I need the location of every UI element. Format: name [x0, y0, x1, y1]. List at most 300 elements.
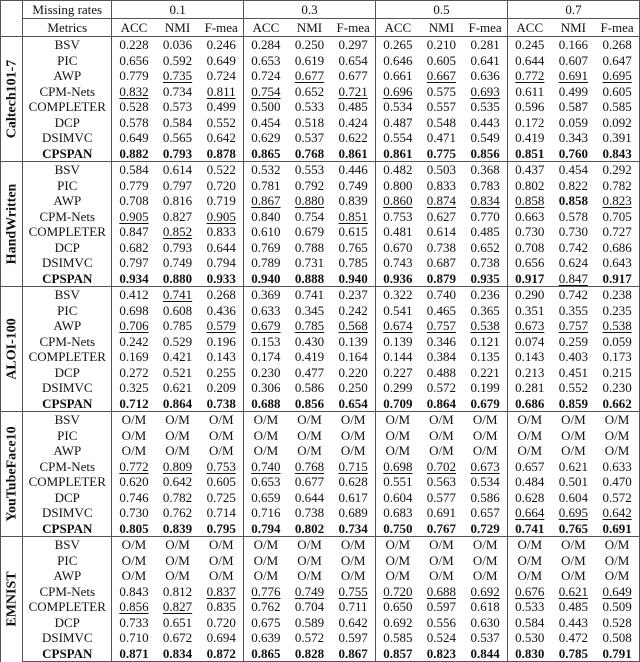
metric-cell [507, 162, 551, 178]
metric-value: 0.768 [294, 145, 325, 161]
metric-cell [156, 84, 200, 100]
metric-cell [420, 443, 464, 459]
metric-cell [156, 459, 200, 475]
metric-nmi: NMI [552, 19, 596, 37]
metric-cell [199, 318, 243, 334]
metric-cell [244, 193, 288, 209]
metric-cell [156, 115, 200, 131]
table-row [1, 349, 640, 365]
metric-value: 0.636 [470, 68, 500, 84]
metric-value: 0.365 [470, 302, 500, 318]
metric-value: O/M [561, 568, 586, 584]
metric-value: 0.584 [162, 114, 193, 130]
metric-value: 0.586 [294, 380, 325, 396]
metric-value: 0.710 [119, 630, 149, 646]
metric-value: 0.940 [338, 270, 368, 286]
method-name: PIC [23, 303, 112, 319]
metric-cell [156, 474, 200, 490]
metric-value: 0.934 [119, 270, 149, 286]
dataset-label [1, 537, 23, 662]
metric-value: 0.727 [602, 224, 632, 240]
header-row-rates [1, 1, 640, 19]
metric-value: 0.730 [558, 224, 588, 240]
metric-cell [552, 459, 596, 475]
metric-value: O/M [121, 537, 147, 553]
metric-cell [463, 505, 507, 521]
metric-value: 0.738 [426, 239, 457, 255]
metric-value: O/M [208, 427, 234, 443]
metric-cell [552, 505, 596, 521]
results-body [1, 37, 640, 662]
metric-value: O/M [208, 537, 234, 553]
metric-value: 0.702 [426, 458, 457, 474]
metric-value: 0.734 [338, 520, 368, 536]
metric-cell [376, 584, 420, 600]
metric-cell [376, 568, 420, 584]
method-name: AWP [23, 318, 112, 334]
metric-value: 0.521 [162, 364, 193, 380]
metric-cell [244, 99, 288, 115]
metric-cell [463, 334, 507, 350]
metric-value: 0.823 [426, 645, 457, 661]
metric-value: 0.802 [294, 520, 325, 536]
metric-value: 0.228 [119, 37, 149, 53]
metric-value: O/M [429, 552, 454, 568]
metric-cell [420, 396, 464, 412]
metric-value: 0.484 [515, 474, 545, 490]
metric-cell [507, 303, 551, 319]
metric-cell [288, 428, 332, 444]
metric-value: 0.650 [383, 599, 413, 615]
metric-cell [463, 412, 507, 428]
metric-cell [331, 505, 375, 521]
metric-cell [199, 412, 243, 428]
metric-cell [552, 318, 596, 334]
metric-cell [156, 37, 200, 53]
metric-value: 0.552 [206, 114, 236, 130]
metric-cell [156, 271, 200, 287]
metric-value: 0.644 [206, 239, 236, 255]
metric-cell [244, 37, 288, 53]
metric-value: 0.677 [338, 68, 368, 84]
metric-value: 0.549 [470, 130, 500, 146]
metric-value: 0.749 [294, 583, 325, 599]
metric-cell [288, 474, 332, 490]
rate-header-1: 0.3 [244, 1, 376, 19]
metric-value: 0.661 [383, 68, 413, 84]
metric-value: 0.391 [602, 130, 632, 146]
metric-value: 0.297 [338, 37, 368, 53]
metric-value: 0.470 [602, 474, 632, 490]
metric-value: 0.533 [515, 599, 545, 615]
method-name: BSV [23, 412, 112, 428]
metric-value: 0.577 [426, 489, 457, 505]
metric-value: 0.673 [515, 318, 545, 334]
metric-cell [552, 599, 596, 615]
metric-value: O/M [340, 443, 366, 459]
metric-cell [507, 209, 551, 225]
metric-value: 0.281 [515, 380, 545, 396]
metric-value: 0.143 [206, 349, 236, 365]
metric-cell [112, 318, 156, 334]
metric-cell [376, 255, 420, 271]
metric-cell [331, 646, 375, 662]
metric-value: 0.403 [558, 349, 588, 365]
metric-value: 0.769 [251, 239, 281, 255]
metric-cell [112, 584, 156, 600]
metric-value: 0.677 [294, 68, 325, 84]
metric-value: O/M [340, 537, 366, 553]
metric-cell [331, 553, 375, 569]
metric-cell [288, 178, 332, 194]
metric-value: O/M [385, 412, 411, 428]
metric-cell [244, 553, 288, 569]
metric-value: 0.724 [206, 68, 236, 84]
metric-cell [331, 255, 375, 271]
metric-value: 0.589 [294, 614, 325, 630]
metric-cell [420, 162, 464, 178]
metric-value: O/M [208, 443, 234, 459]
metric-cell [331, 193, 375, 209]
metric-value: O/M [604, 443, 630, 459]
metric-cell [595, 412, 639, 428]
metric-value: 0.905 [206, 208, 236, 224]
metric-cell [420, 84, 464, 100]
metric-cell [112, 334, 156, 350]
metric-cell [552, 553, 596, 569]
metric-value: 0.471 [426, 130, 457, 146]
metric-value: 0.738 [294, 505, 325, 521]
metric-value: 0.762 [251, 599, 281, 615]
method-name: BSV [23, 37, 112, 53]
metric-cell [244, 334, 288, 350]
metric-cell [595, 99, 639, 115]
dataset-label [1, 162, 23, 287]
metric-value: 0.557 [426, 99, 457, 115]
metric-value: 0.451 [558, 364, 588, 380]
metric-cell [595, 84, 639, 100]
metric-value: 0.246 [206, 37, 236, 53]
metric-cell [595, 553, 639, 569]
metric-value: 0.534 [383, 99, 413, 115]
metric-value: 0.596 [515, 99, 545, 115]
metric-cell [244, 53, 288, 69]
method-name: DCP [23, 490, 112, 506]
metric-cell [199, 37, 243, 53]
metric-cell [507, 505, 551, 521]
metric-cell [376, 334, 420, 350]
metric-value: O/M [604, 552, 630, 568]
metric-cell [199, 365, 243, 381]
metric-cell [420, 428, 464, 444]
metric-cell [288, 396, 332, 412]
metric-value: 0.657 [470, 505, 500, 521]
metric-value: 0.663 [515, 208, 545, 224]
metric-cell [331, 130, 375, 146]
metric-value: 0.653 [251, 52, 281, 68]
metric-cell [331, 459, 375, 475]
metric-cell [376, 84, 420, 100]
metric-value: O/M [297, 552, 322, 568]
metric-value: 0.573 [162, 99, 193, 115]
metric-value: 0.720 [206, 177, 236, 193]
metric-cell [288, 303, 332, 319]
metric-cell [420, 37, 464, 53]
metric-cell [331, 178, 375, 194]
metric-cell [331, 599, 375, 615]
metric-value: 0.144 [383, 349, 413, 365]
metric-cell [507, 271, 551, 287]
metric-fmea: F-mea [595, 19, 639, 37]
metric-cell [463, 490, 507, 506]
metric-cell [552, 428, 596, 444]
metric-value: 0.292 [602, 162, 632, 178]
metric-value: O/M [253, 443, 279, 459]
metric-cell [420, 115, 464, 131]
metric-value: 0.765 [558, 520, 588, 536]
metric-cell [552, 349, 596, 365]
metric-cell [244, 630, 288, 646]
metric-value: 0.835 [206, 599, 236, 615]
metric-value: O/M [297, 412, 322, 428]
metric-cell [595, 630, 639, 646]
metric-value: 0.597 [338, 630, 368, 646]
metric-cell [420, 553, 464, 569]
metric-value: 0.691 [602, 520, 632, 536]
metric-cell [331, 349, 375, 365]
metric-cell [420, 287, 464, 303]
metric-value: 0.861 [383, 145, 413, 161]
metric-value: 0.255 [206, 364, 236, 380]
table-row [1, 115, 640, 131]
metric-value: 0.802 [515, 177, 545, 193]
metric-cell [420, 146, 464, 162]
metric-cell [595, 396, 639, 412]
metric-cell [244, 568, 288, 584]
metric-cell [376, 459, 420, 475]
metric-cell [331, 412, 375, 428]
metric-cell [156, 568, 200, 584]
metric-value: 0.741 [515, 520, 545, 536]
metric-cell [507, 287, 551, 303]
metric-cell [331, 428, 375, 444]
metric-value: 0.541 [383, 302, 413, 318]
metric-value: 0.642 [602, 505, 632, 521]
metric-value: 0.436 [206, 302, 236, 318]
metric-cell [244, 271, 288, 287]
metric-cell [552, 271, 596, 287]
metric-cell [595, 162, 639, 178]
metric-cell [507, 584, 551, 600]
metric-cell [552, 287, 596, 303]
metric-value: 0.572 [294, 630, 325, 646]
metric-cell [376, 146, 420, 162]
method-name: AWP [23, 443, 112, 459]
metric-value: 0.605 [602, 83, 632, 99]
metric-cell [376, 599, 420, 615]
metric-cell [288, 68, 332, 84]
metric-cell [112, 193, 156, 209]
metric-cell [244, 428, 288, 444]
metric-value: 0.196 [206, 333, 236, 349]
metric-cell [156, 443, 200, 459]
metric-value: 0.811 [206, 83, 236, 99]
metric-cell [199, 334, 243, 350]
metric-value: 0.578 [558, 208, 588, 224]
method-name: COMPLETER [23, 99, 112, 115]
metric-value: 0.618 [470, 599, 500, 615]
metric-cell [595, 287, 639, 303]
metric-cell [507, 178, 551, 194]
metric-cell [552, 162, 596, 178]
metric-cell [112, 474, 156, 490]
metric-value: 0.642 [338, 614, 368, 630]
metric-value: 0.259 [558, 333, 588, 349]
metric-nmi: NMI [420, 19, 464, 37]
metric-value: O/M [385, 568, 411, 584]
metric-cell [288, 130, 332, 146]
metric-cell [288, 630, 332, 646]
metric-cell [595, 178, 639, 194]
metric-cell [420, 584, 464, 600]
metric-value: 0.556 [426, 614, 457, 630]
metric-value: 0.865 [251, 145, 281, 161]
metric-cell [463, 68, 507, 84]
table-row [1, 303, 640, 319]
metric-value: 0.762 [162, 505, 193, 521]
metric-cell [199, 459, 243, 475]
metric-cell [244, 521, 288, 537]
metric-value: 0.209 [206, 380, 236, 396]
metric-cell [595, 334, 639, 350]
dataset-label [1, 37, 23, 162]
metric-value: 0.823 [602, 193, 632, 209]
metric-cell [156, 646, 200, 662]
metric-value: 0.833 [426, 177, 457, 193]
metric-cell [595, 146, 639, 162]
metric-value: 0.487 [383, 114, 413, 130]
metric-cell [463, 53, 507, 69]
metric-cell [376, 53, 420, 69]
metric-cell [244, 255, 288, 271]
metric-cell [156, 630, 200, 646]
metric-cell [507, 412, 551, 428]
metric-value: 0.832 [119, 83, 149, 99]
metric-value: O/M [385, 427, 411, 443]
metric-cell [552, 334, 596, 350]
metric-cell [112, 115, 156, 131]
method-name: DSIMVC [23, 380, 112, 396]
metric-cell [156, 599, 200, 615]
metric-acc: ACC [112, 19, 156, 37]
metric-value: 0.664 [515, 505, 545, 521]
metric-cell [507, 84, 551, 100]
metric-cell [288, 584, 332, 600]
metric-value: 0.785 [558, 645, 588, 661]
metric-cell [244, 584, 288, 600]
metric-cell [507, 224, 551, 240]
metric-cell [552, 255, 596, 271]
metric-value: 0.936 [383, 270, 413, 286]
metric-value: 0.230 [251, 364, 281, 380]
metric-value: 0.935 [470, 270, 500, 286]
metric-cell [507, 115, 551, 131]
metric-cell [112, 84, 156, 100]
table-row [1, 380, 640, 396]
metric-cell [420, 209, 464, 225]
metric-cell [507, 459, 551, 475]
metric-value: 0.714 [206, 505, 236, 521]
metric-cell [331, 99, 375, 115]
metric-cell [420, 224, 464, 240]
metric-value: 0.805 [119, 520, 149, 536]
metric-cell [288, 224, 332, 240]
metric-value: 0.770 [470, 208, 500, 224]
metric-value: 0.882 [119, 145, 149, 161]
metric-value: 0.675 [251, 614, 281, 630]
metric-value: 0.345 [294, 302, 325, 318]
metric-cell [156, 318, 200, 334]
table-row [1, 224, 640, 240]
metric-value: 0.740 [426, 287, 457, 303]
metric-value: 0.369 [251, 287, 281, 303]
metric-value: 0.695 [602, 68, 632, 84]
table-row [1, 553, 640, 569]
metric-cell [331, 630, 375, 646]
metric-cell [288, 412, 332, 428]
metric-value: 0.628 [515, 489, 545, 505]
metric-value: O/M [253, 552, 279, 568]
metric-value: 0.856 [119, 599, 149, 615]
metric-value: 0.754 [294, 208, 325, 224]
metric-cell [376, 553, 420, 569]
metric-value: 0.485 [338, 99, 368, 115]
metric-value: 0.615 [338, 224, 368, 240]
rate-header-0: 0.1 [112, 1, 244, 19]
metric-cell [507, 318, 551, 334]
metric-value: 0.139 [338, 333, 368, 349]
metric-cell [244, 505, 288, 521]
metric-value: 0.622 [338, 130, 368, 146]
metric-value: 0.250 [294, 37, 325, 53]
metric-cell [507, 599, 551, 615]
metric-value: 0.837 [206, 583, 236, 599]
metric-value: 0.779 [119, 177, 149, 193]
method-name: DSIMVC [23, 630, 112, 646]
metric-value: O/M [165, 443, 190, 459]
table-row [1, 99, 640, 115]
table-row [1, 130, 640, 146]
metric-cell [331, 365, 375, 381]
metric-cell [112, 630, 156, 646]
dataset-name: YouTubeFace10 [4, 426, 20, 522]
metric-cell [595, 443, 639, 459]
metric-cell [595, 209, 639, 225]
method-name: CPSPAN [23, 396, 112, 412]
metric-cell [507, 334, 551, 350]
metric-value: 0.508 [602, 630, 632, 646]
metric-value: 0.812 [162, 583, 193, 599]
metric-cell [244, 240, 288, 256]
metric-cell [244, 396, 288, 412]
metric-cell [156, 521, 200, 537]
metric-cell [112, 349, 156, 365]
metric-value: 0.236 [470, 287, 500, 303]
metric-value: 0.772 [515, 68, 545, 84]
metric-value: 0.749 [338, 177, 368, 193]
metric-cell [112, 428, 156, 444]
metric-value: 0.788 [294, 239, 325, 255]
